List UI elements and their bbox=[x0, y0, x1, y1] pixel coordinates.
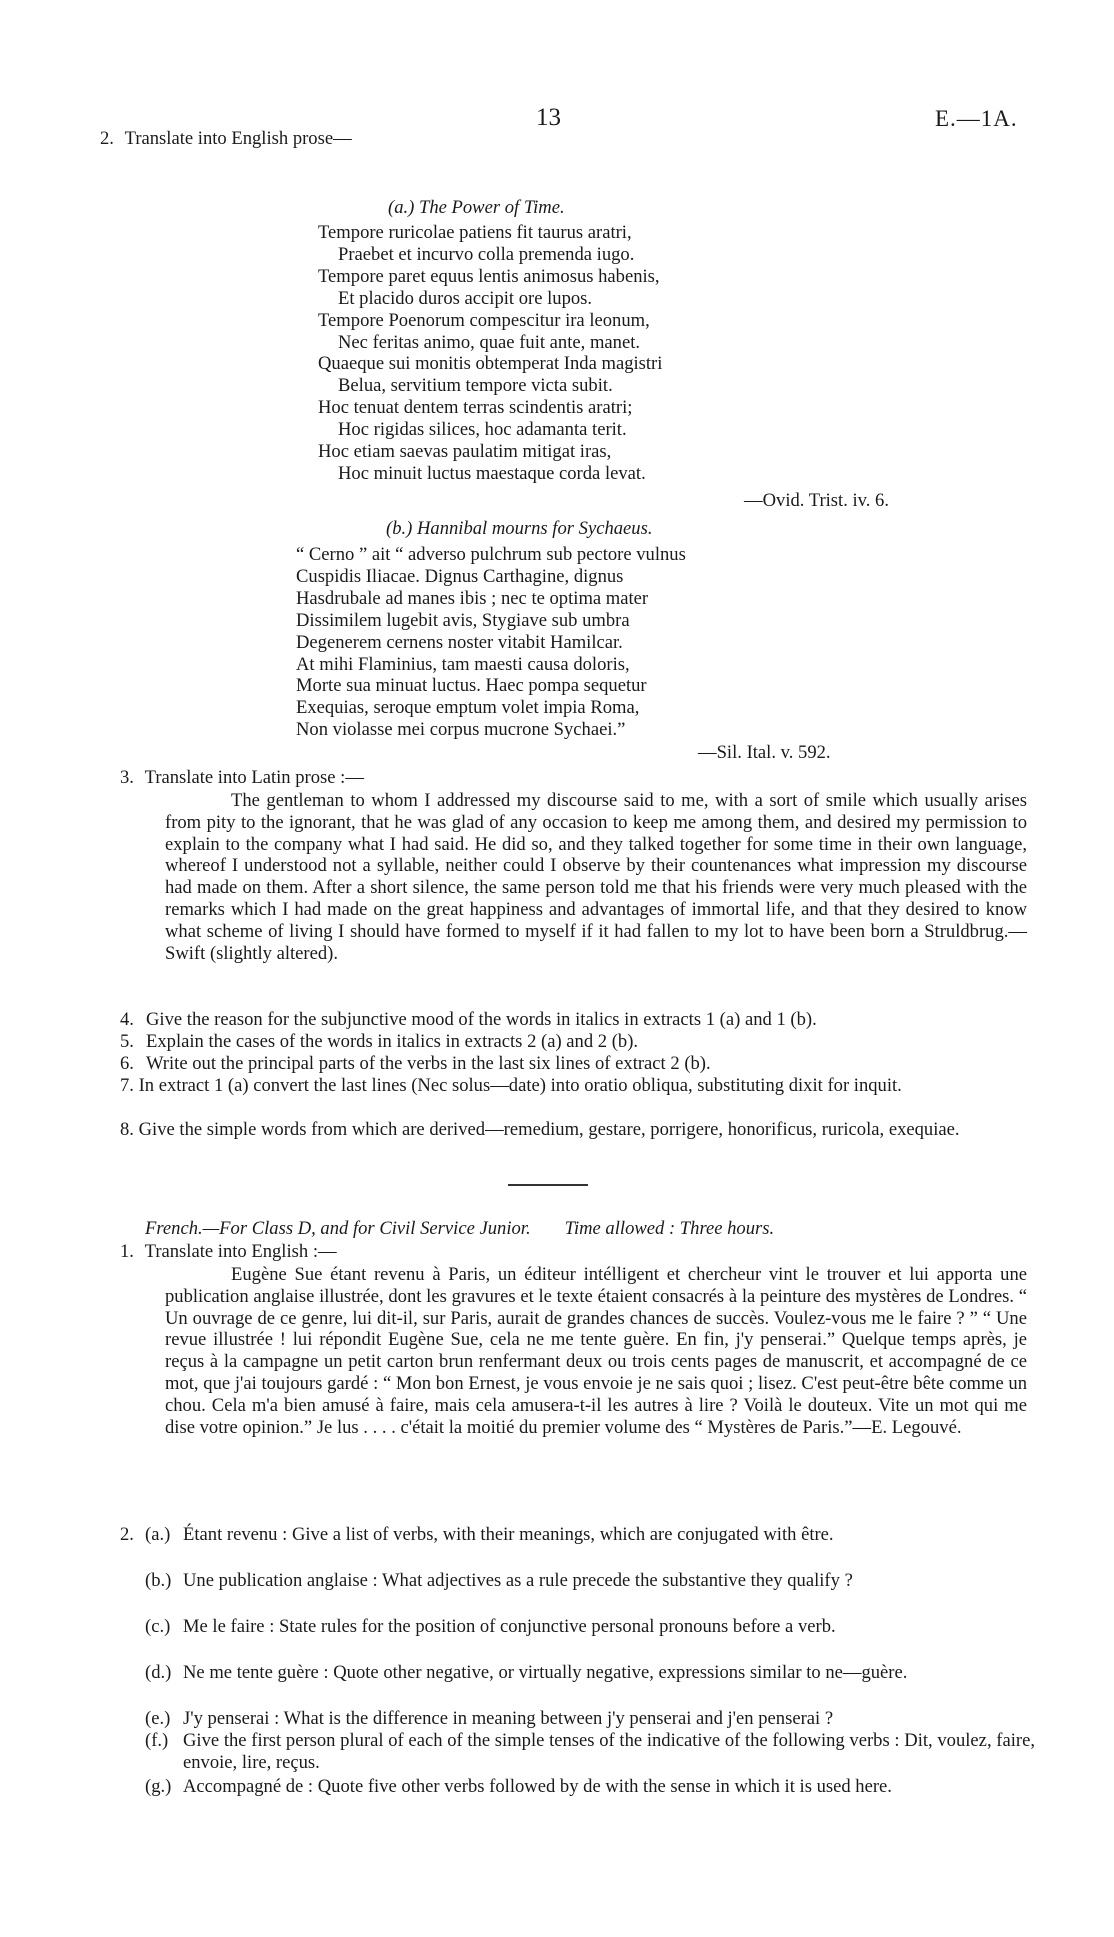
question-2-number: 2. bbox=[100, 128, 114, 149]
verse-line: Tempore Poenorum compescitur ira leonum, bbox=[318, 309, 650, 331]
french-question-2-number: 2. bbox=[120, 1524, 134, 1545]
extract-a-title: (a.) The Power of Time. bbox=[388, 197, 565, 218]
question-6-number: 6. bbox=[120, 1053, 134, 1074]
item-text: Ne me tente guère : Quote other negative, or virtually negative, expressions similar to ne—guère. bbox=[183, 1662, 908, 1683]
verse-line: Tempore paret equus lentis animosus habenis, bbox=[318, 265, 660, 287]
verse-line: Hoc minuit luctus maestaque corda levat. bbox=[338, 462, 646, 484]
french-question-1-passage: Eugène Sue étant revenu à Paris, un éditeur intélligent et chercheur vint le trouver et lui apporta une publication anglaise illustrée, dont les gravures et le texte étaient consacrés à la peinture des mystères de Londres. “ Un ouvrage de ce genre, lui dit-il, sur Paris, aurait de grandes chances de succès. Voulez-vous me le faire ? ” “ Une revue illustrée ! lui répondit Eugène Sue, cela ne me tente guère. En fin, j'y penserai.” Quelque temps après, je reçus à la campagne un petit carton brun renfermant deux ou trois cents pages de manuscrit, et accompagné de ce mot, que j'ai toujours gardé : “ Mon bon Ernest, je vous envoie je ne sais quoi ; lisez. C'est peut-être bête comme un chou. Cela m'a bien amusé à faire, mais cela amusera-t-il les autres à lire ? Voilà le douteux. Vite un mot qui me dise votre opinion.” Je lus . . . . c'était la moitié du premier volume des “ Mystères de Paris.”—E. Legouvé. bbox=[165, 1264, 1027, 1438]
item-text: Give the first person plural of each of the simple tenses of the indicative of the following verbs : Dit, voulez, faire, envoie, lire, reçus. bbox=[183, 1730, 1035, 1773]
french-heading-time: Time allowed : Three hours. bbox=[564, 1218, 775, 1239]
french-question-2b bbox=[145, 1570, 1035, 1614]
verse-line: Degenerem cernens noster vitabit Hamilcar. bbox=[296, 631, 623, 653]
document-code: E.—1A. bbox=[935, 106, 1018, 131]
section-divider bbox=[508, 1184, 588, 1186]
question-8-text: Give the simple words from which are derived—remedium, gestare, porrigere, honorificus, ruricola, exequiae. bbox=[138, 1119, 960, 1140]
verse-line: Et placido duros accipit ore lupos. bbox=[338, 287, 593, 309]
item-text: Me le faire : State rules for the position of conjunctive personal pronouns before a verb. bbox=[183, 1616, 836, 1637]
verse-line: At mihi Flaminius, tam maesti causa doloris, bbox=[296, 653, 630, 675]
item-text: Étant revenu : Give a list of verbs, with their meanings, which are conjugated with être. bbox=[183, 1524, 834, 1545]
question-2 bbox=[100, 128, 960, 150]
question-2-text: Translate into English prose— bbox=[124, 128, 352, 149]
verse-line: Belua, servitium tempore victa subit. bbox=[338, 375, 613, 397]
question-6-text: Write out the principal parts of the verbs in the last six lines of extract 2 (b). bbox=[146, 1053, 711, 1074]
question-3-text: Translate into Latin prose :— bbox=[144, 767, 364, 788]
item-text: J'y penserai : What is the difference in meaning between j'y penserai and j'en penserai ? bbox=[183, 1708, 834, 1729]
verse-line: Tempore ruricolae patiens fit taurus aratri, bbox=[318, 222, 632, 243]
verse-line: Hoc tenuat dentem terras scindentis aratri; bbox=[318, 397, 633, 419]
french-question-2e bbox=[145, 1708, 1035, 1730]
extract-b-citation: —Sil. Ital. v. 592. bbox=[698, 742, 831, 763]
item-label: (d.) bbox=[145, 1662, 172, 1683]
extract-a-verse bbox=[318, 222, 662, 485]
item-label: (f.) bbox=[145, 1730, 169, 1751]
french-question-2a bbox=[145, 1524, 1035, 1568]
verse-line: Hoc etiam saevas paulatim mitigat iras, bbox=[318, 441, 612, 463]
item-label: (a.) bbox=[145, 1524, 171, 1545]
question-5 bbox=[120, 1031, 1035, 1053]
question-3 bbox=[120, 767, 1000, 789]
french-heading-class: French.—For Class D, and for Civil Service Junior. bbox=[145, 1218, 531, 1239]
verse-line: Hoc rigidas silices, hoc adamanta terit. bbox=[338, 419, 627, 441]
question-7-text: In extract 1 (a) convert the last lines (Nec solus—date) into oratio obliqua, substituting dixit for inquit. bbox=[138, 1075, 902, 1096]
question-7-number: 7. bbox=[120, 1075, 134, 1096]
item-label: (e.) bbox=[145, 1708, 171, 1729]
verse-line: Non violasse mei corpus mucrone Sychaei.” bbox=[296, 719, 626, 741]
verse-line: Morte sua minuat luctus. Haec pompa sequetur bbox=[296, 675, 647, 697]
question-5-number: 5. bbox=[120, 1031, 134, 1052]
verse-line: “ Cerno ” ait “ adverso pulchrum sub pectore vulnus bbox=[296, 544, 686, 565]
verse-line: Praebet et incurvo colla premenda iugo. bbox=[338, 243, 635, 265]
question-7 bbox=[75, 1075, 1035, 1097]
item-label: (c.) bbox=[145, 1616, 171, 1637]
french-question-2g bbox=[145, 1776, 1035, 1820]
verse-line: Cuspidis Iliacae. Dignus Carthagine, dignus bbox=[296, 565, 624, 587]
french-question-1 bbox=[120, 1241, 1000, 1263]
french-question-2f bbox=[145, 1730, 1035, 1774]
item-text: Une publication anglaise : What adjectives as a rule precede the substantive they qualify ? bbox=[183, 1570, 853, 1591]
extract-b-title: (b.) Hannibal mourns for Sychaeus. bbox=[386, 518, 653, 539]
question-4 bbox=[120, 1009, 1035, 1031]
verse-line: Dissimilem lugebit avis, Stygiave sub umbra bbox=[296, 609, 630, 631]
verse-line: Quaeque sui monitis obtemperat Inda magistri bbox=[318, 353, 663, 375]
page-number: 13 bbox=[536, 104, 561, 131]
french-question-2d bbox=[145, 1662, 1035, 1706]
question-5-text: Explain the cases of the words in italics in extracts 2 (a) and 2 (b). bbox=[146, 1031, 639, 1052]
item-text: Accompagné de : Quote five other verbs followed by de with the sense in which it is used here. bbox=[183, 1776, 892, 1797]
question-4-text: Give the reason for the subjunctive mood of the words in italics in extracts 1 (a) and 1 (b). bbox=[146, 1009, 817, 1030]
verse-line: Nec feritas animo, quae fuit ante, manet. bbox=[338, 331, 641, 353]
extract-b-verse bbox=[296, 544, 686, 741]
question-6 bbox=[120, 1053, 1035, 1075]
extract-a-citation: —Ovid. Trist. iv. 6. bbox=[744, 490, 889, 511]
question-4-number: 4. bbox=[120, 1009, 134, 1030]
french-question-1-number: 1. bbox=[120, 1241, 134, 1262]
verse-line: Exequias, seroque emptum volet impia Roma, bbox=[296, 697, 640, 719]
question-3-passage: The gentleman to whom I addressed my discourse said to me, with a sort of smile which usually arises from pity to the ignorant, that he was glad of any occasion to keep me among them, and desired my permission to explain to the company what I had said. He did so, and they talked together for some time in their own language, whereof I understood not a syllable, neither could I observe by their countenances what impression my discourse had made on them. After a short silence, the same person told me that his friends were very much pleased with the remarks which I had made on the great happiness and advantages of immortal life, and that they desired to know what scheme of living I should have formed to myself if it had fallen to my lot to have been born a Struldbrug.—Swift (slightly altered). bbox=[165, 790, 1027, 964]
french-question-2c bbox=[145, 1616, 1035, 1660]
french-section-heading bbox=[145, 1218, 975, 1240]
item-label: (g.) bbox=[145, 1776, 172, 1797]
item-label: (b.) bbox=[145, 1570, 172, 1591]
question-8 bbox=[75, 1119, 1035, 1141]
question-8-number: 8. bbox=[120, 1119, 134, 1140]
verse-line: Hasdrubale ad manes ibis ; nec te optima mater bbox=[296, 587, 649, 609]
question-3-number: 3. bbox=[120, 767, 134, 788]
french-question-1-text: Translate into English :— bbox=[144, 1241, 337, 1262]
